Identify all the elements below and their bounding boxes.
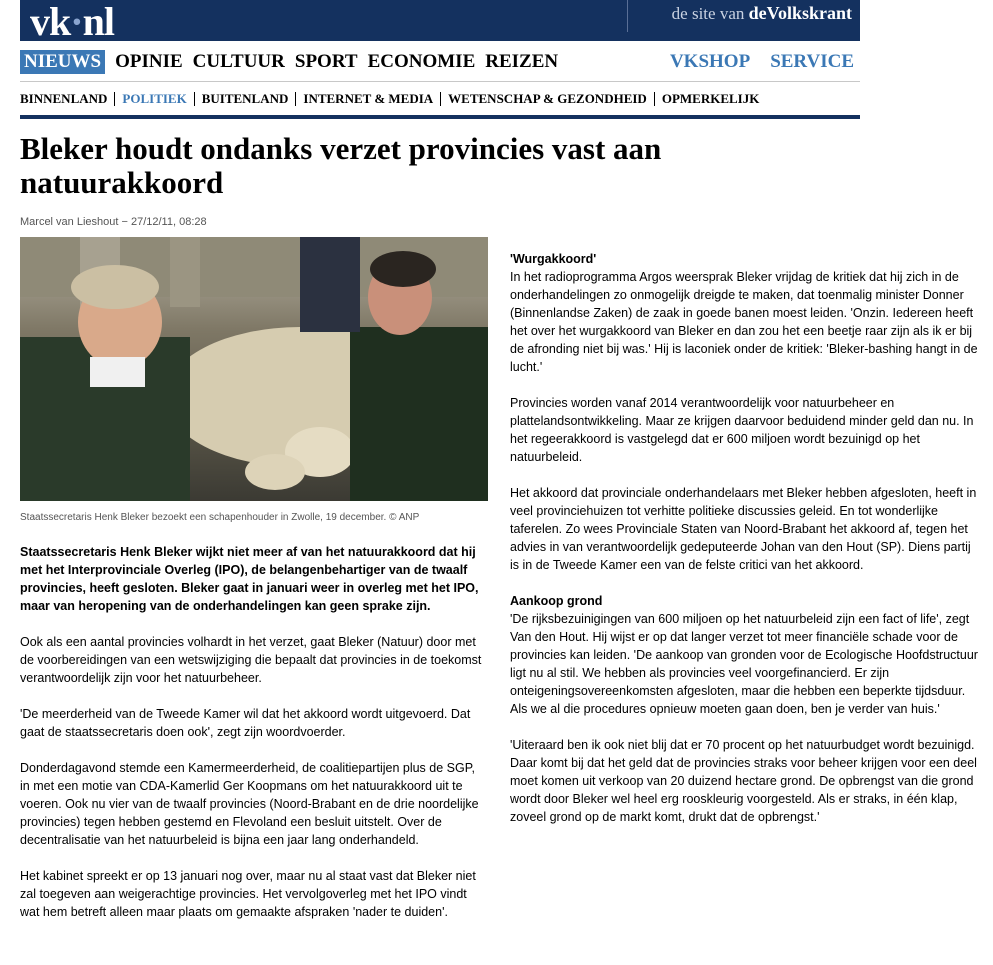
- subhead-aankoop-grond: Aankoop grond: [510, 594, 603, 608]
- site-logo[interactable]: [30, 0, 114, 45]
- main-nav: [20, 50, 860, 76]
- logo-main: vk: [30, 0, 71, 44]
- article-column-left: [20, 543, 488, 939]
- nav-sport[interactable]: SPORT: [294, 51, 358, 72]
- article-paragraph: Ook als een aantal provincies volhardt in het verzet, gaat Bleker (Natuur) door met de voorbereidingen van een wetswijziging die bepaalt dat provincies in de toekomst verantwoordelijk zijn voor het natuurbeheer.: [20, 635, 482, 685]
- photo-illustration: [20, 237, 488, 501]
- article-paragraph: Het kabinet spreekt er op 13 januari nog over, maar nu al staat vast dat Bleker niet zal toegeven aan weigerachtige provincies. Het vervolgoverleg met het IPO vindt wat hem betreft alleen maar plaats om gemaakte afspraken 'nader te duiden'.: [20, 869, 476, 919]
- sub-nav: [20, 81, 860, 117]
- article-paragraph: 'De meerderheid van de Tweede Kamer wil dat het akkoord wordt uitgevoerd. Dat gaat de staatssecretaris doen ook', zegt zijn woordvoerder.: [20, 707, 471, 739]
- article-paragraph: In het radioprogramma Argos weersprak Bleker vrijdag de kritiek dat hij zich in de onderhandelingen zo onmogelijk dreigde te maken, dat toenmalig minister Donner (Binnenlandse Zaken) de zaak in goede banen moest leiden. 'Onzin. Iedereen heeft het over het wurgakkoord van Bleker en dan zou het een beetje raar zijn als ik er bij de afronding niet bij was.' Hij is laconiek onder de kritiek: 'Bleker-bashing hangt in de lucht.': [510, 270, 978, 374]
- photo-caption: Staatssecretaris Henk Bleker bezoekt een schapenhouder in Zwolle, 19 december. © ANP: [20, 512, 420, 523]
- main-nav-right: [656, 50, 860, 74]
- article-paragraph: Het akkoord dat provinciale onderhandelaars met Bleker hebben afgesloten, heeft in veel provinciehuizen tot verhitte politieke discussies geleid. En tot wonderlijke taferelen. Zo wees Provinciale Staten van Noord-Brabant het akkoord af, tegen het advies in van verantwoordelijk gedeputeerde Johan van den Hout (SP). Diens partij is in de Tweede Kamer een van de felste critici van het akkoord.: [510, 486, 977, 572]
- subnav-bar: [20, 115, 860, 119]
- site-tagline[interactable]: [672, 3, 852, 24]
- article-column-right: [510, 250, 980, 844]
- subnav-binnenland[interactable]: BINNENLAND: [20, 91, 108, 106]
- subhead-wurgakkoord: 'Wurgakkoord': [510, 252, 597, 266]
- article-byline: Marcel van Lieshout − 27/12/11, 08:28: [20, 216, 207, 228]
- nav-reizen[interactable]: REIZEN: [485, 51, 559, 72]
- article-title: Bleker houdt ondanks verzet provincies vast aan natuurakkoord: [20, 131, 662, 200]
- tagline-brand: deVolkskrant: [748, 3, 852, 23]
- article-paragraph: 'Uiteraard ben ik ook niet blij dat er 70 procent op het natuurbudget wordt bezuinigd. Daar komt bij dat het geld dat de provincies straks voor beheer krijgen voor een deel moet komen uit verkoop van 20 duizend hectare grond. De opbrengst van die grond wordt door Bleker wel heel erg rooskleurig voorgesteld. Als er straks, in één klap, zoveel grond op de markt komt, drukt dat de opbrengst.': [510, 738, 977, 824]
- subnav-buitenland[interactable]: BUITENLAND: [194, 92, 296, 106]
- subnav-wetenschap-gezondheid[interactable]: WETENSCHAP & GEZONDHEID: [440, 92, 654, 106]
- logo-dot: ·: [70, 0, 83, 44]
- logo-tail: nl: [82, 0, 114, 44]
- subnav-internet-media[interactable]: INTERNET & MEDIA: [295, 92, 440, 106]
- nav-nieuws[interactable]: NIEUWS: [20, 50, 105, 74]
- subnav-opmerkelijk[interactable]: OPMERKELIJK: [654, 92, 767, 106]
- article-paragraph: Provincies worden vanaf 2014 verantwoordelijk voor natuurbeheer en plattelandsontwikkeling. Maar ze krijgen daarvoor beduidend minder geld dan nu. In het regeerakkoord is vastgelegd dat er 600 miljoen wordt bezuinigd op het natuurbeleid.: [510, 396, 974, 464]
- article-paragraph: 'De rijksbezuinigingen van 600 miljoen op het natuurbeleid zijn een fact of life', zegt Van den Hout. Hij wijst er op dat langer verzet tot meer financiële schade voor de provincies kan leiden. 'De aankoop van gronden voor de Ecologische Hoofdstructuur ligt nu al stil. We hebben als provincies veel voorgefinancierd. Er zijn onteigeningsovereenkomsten afgesloten, maar die hebben een beperkte tijdsduur. Als we al die procedures opnieuw moeten gaan doen, ben je verder van huis.': [510, 612, 978, 716]
- nav-economie[interactable]: ECONOMIE: [367, 51, 476, 72]
- site-header: [20, 0, 860, 44]
- article-lead: Staatssecretaris Henk Bleker wijkt niet meer af van het natuurakkoord dat hij met het Interprovinciale Overleg (IPO), de belangenbehartiger van de twaalf provincies, heeft gesloten. Bleker gaat in januari weer in overleg met het IPO, maar van heropening van de onderhandelingen kan geen sprake zijn.: [20, 545, 479, 613]
- nav-cultuur[interactable]: CULTUUR: [192, 51, 285, 72]
- nav-opinie[interactable]: OPINIE: [115, 51, 183, 72]
- article-photo: [20, 237, 488, 501]
- article-paragraph: Donderdagavond stemde een Kamermeerderheid, de coalitiepartijen plus de SGP, in met een motie van CDA-Kamerlid Ger Koopmans om het natuurakkoord uit te voeren. Ook nu vier van de twaalf provincies (Noord-Brabant en de drie noordelijke provincies) tegen hebben gestemd en Flevoland een besluit uitstelt. Over de decentralisatie van het natuurbeleid is bijna een jaar lang onderhandeld.: [20, 761, 479, 847]
- subnav-politiek[interactable]: POLITIEK: [114, 92, 193, 106]
- nav-service[interactable]: SERVICE: [770, 51, 854, 72]
- tagline-prefix: de site van: [671, 4, 749, 23]
- article-section-aankoop-grond: [510, 592, 980, 718]
- article-section-wurgakkoord: [510, 250, 980, 376]
- header-divider: [627, 0, 628, 32]
- nav-vkshop[interactable]: VKSHOP: [669, 51, 751, 72]
